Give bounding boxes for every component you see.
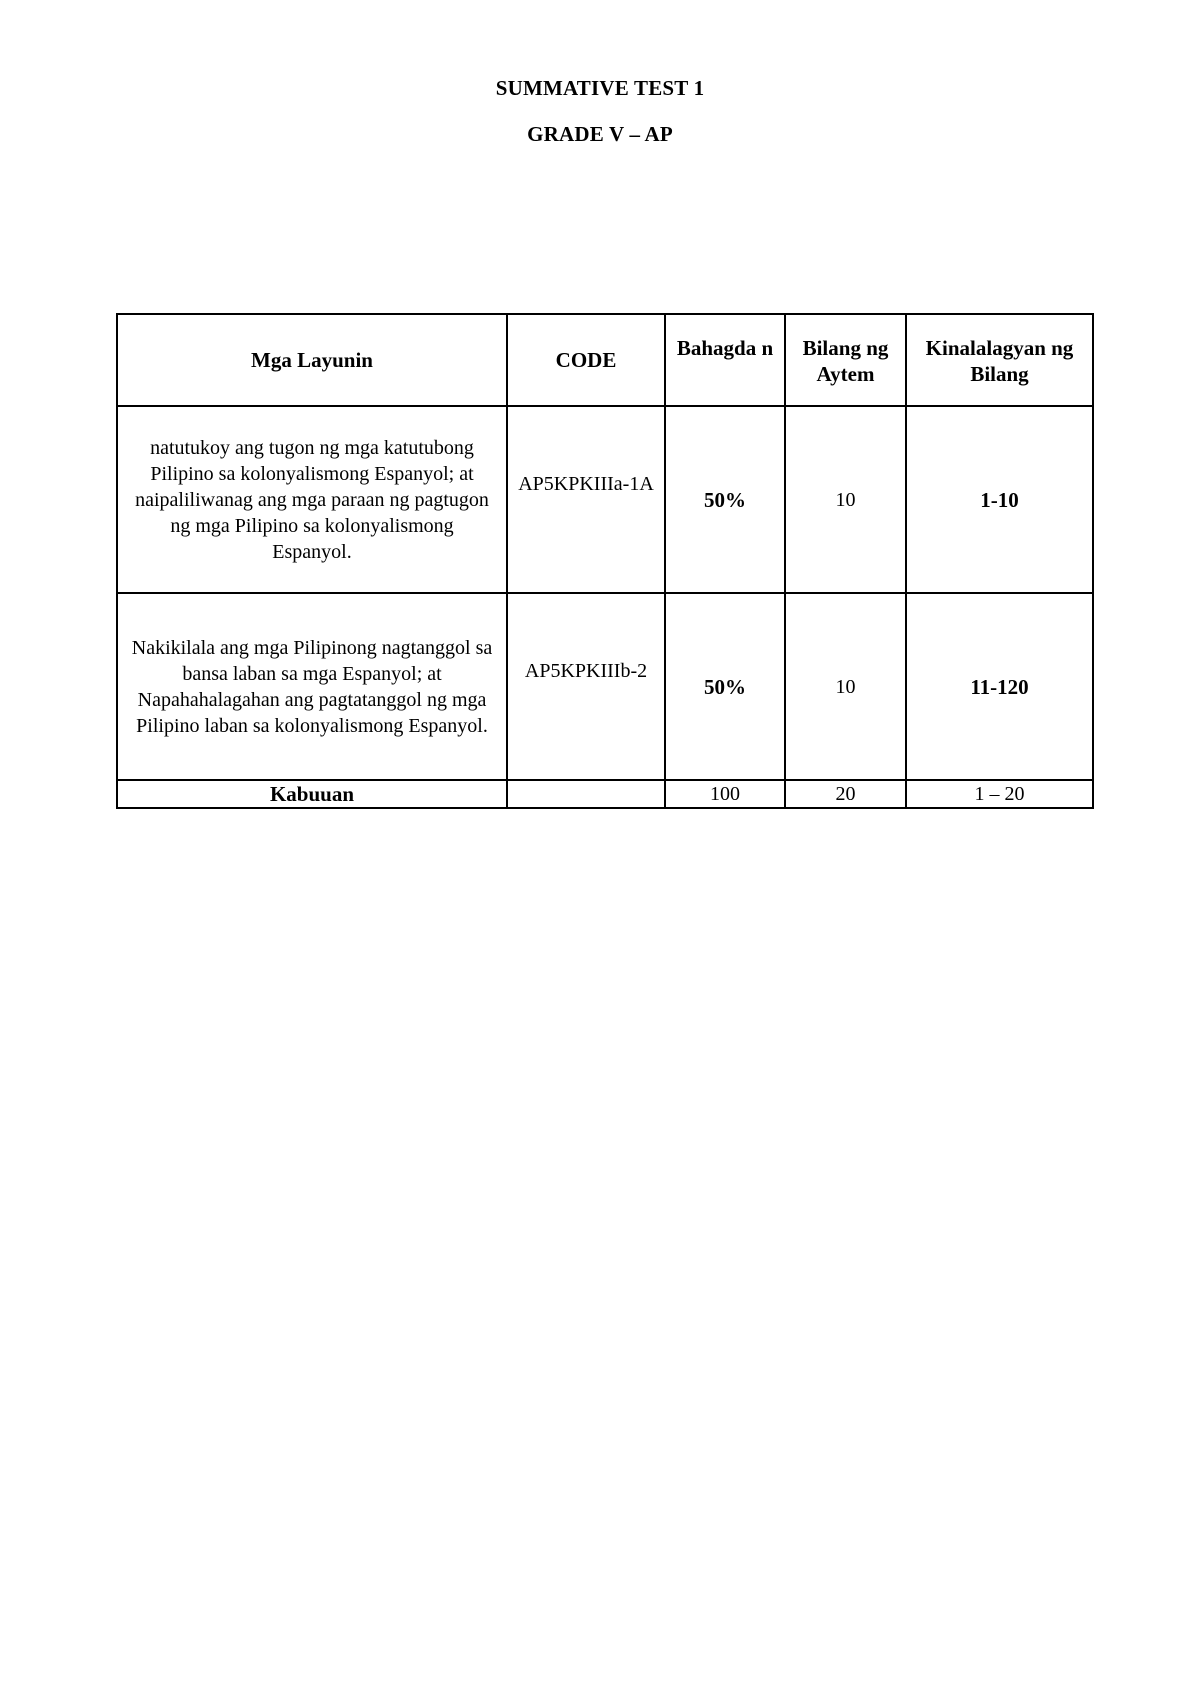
document-subtitle: GRADE V – AP bbox=[527, 122, 673, 146]
table-of-specifications bbox=[116, 313, 1094, 809]
row-item-placement: 11-120 bbox=[906, 593, 1093, 780]
row-code: AP5KPKIIIa-1A bbox=[507, 406, 665, 593]
total-item-count: 20 bbox=[785, 780, 906, 808]
table-row bbox=[117, 593, 1093, 780]
total-percent: 100 bbox=[665, 780, 785, 808]
row-item-placement: 1-10 bbox=[906, 406, 1093, 593]
header-objectives: Mga Layunin bbox=[117, 314, 507, 406]
row-objective: natutukoy ang tugon ng mga katutubong Pilipino sa kolonyalismong Espanyol; at naipaliliwanag ang mga paraan ng pagtugon ng mga Pilipino sa kolonyalismong Espanyol. bbox=[117, 406, 507, 593]
row-code: AP5KPKIIIb-2 bbox=[507, 593, 665, 780]
row-objective: Nakikilala ang mga Pilipinong nagtanggol sa bansa laban sa mga Espanyol; at Napahahalagahan ang pagtatanggol ng mga Pilipino laban sa kolonyalismong Espanyol. bbox=[117, 593, 507, 780]
table-row bbox=[117, 406, 1093, 593]
header-percent: Bahagda n bbox=[665, 314, 785, 406]
header-code: CODE bbox=[507, 314, 665, 406]
row-item-count: 10 bbox=[785, 593, 906, 780]
row-percent: 50% bbox=[665, 593, 785, 780]
total-code bbox=[507, 780, 665, 808]
row-percent: 50% bbox=[665, 406, 785, 593]
table-total-row bbox=[117, 780, 1093, 808]
row-item-count: 10 bbox=[785, 406, 906, 593]
total-label: Kabuuan bbox=[117, 780, 507, 808]
document-title: SUMMATIVE TEST 1 bbox=[495, 76, 705, 100]
total-item-placement: 1 – 20 bbox=[906, 780, 1093, 808]
header-item-placement: Kinalalagyan ng Bilang bbox=[906, 314, 1093, 406]
table-header-row bbox=[117, 314, 1093, 406]
header-item-count: Bilang ng Aytem bbox=[785, 314, 906, 406]
